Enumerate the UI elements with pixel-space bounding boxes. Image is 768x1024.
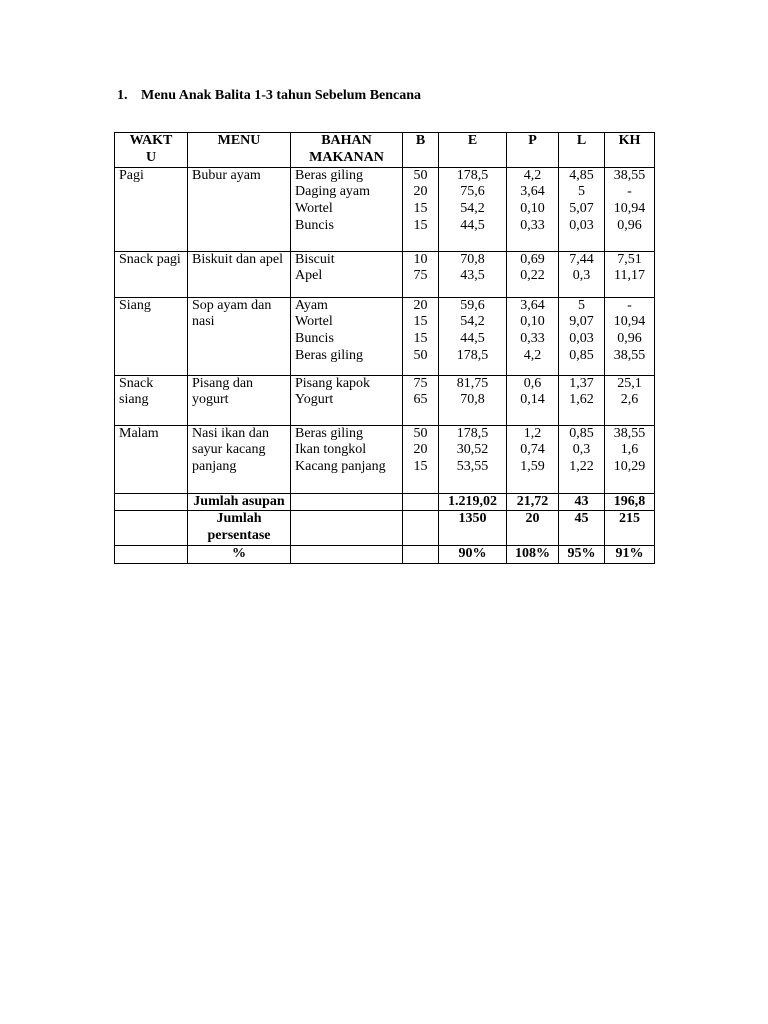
e-cell: 59,6 54,2 44,5 178,5: [439, 297, 507, 375]
header-e: E: [439, 133, 507, 168]
menu-table: [114, 132, 655, 564]
menu-cell: Bubur ayam: [188, 167, 291, 251]
empty-cell: [291, 511, 403, 546]
header-l: L: [559, 133, 605, 168]
header-p: P: [507, 133, 559, 168]
header-row: [115, 133, 655, 168]
kh-cell: - 10,94 0,96 38,55: [605, 297, 655, 375]
e-cell: 178,5 30,52 53,55: [439, 425, 507, 493]
kh-cell: 38,55 1,6 10,29: [605, 425, 655, 493]
total-l: 95%: [559, 545, 605, 563]
bahan-cell: Biscuit Apel: [291, 251, 403, 297]
total-row-persentase: [115, 511, 655, 546]
total-kh: 196,8: [605, 493, 655, 511]
menu-cell: Pisang dan yogurt: [188, 375, 291, 425]
bahan-cell: Pisang kapok Yogurt: [291, 375, 403, 425]
empty-cell: [115, 511, 188, 546]
p-cell: 0,6 0,14: [507, 375, 559, 425]
section-heading: [117, 88, 421, 104]
p-cell: 4,2 3,64 0,10 0,33: [507, 167, 559, 251]
bahan-cell: Beras giling Ikan tongkol Kacang panjang: [291, 425, 403, 493]
total-kh: 91%: [605, 545, 655, 563]
empty-cell: [291, 545, 403, 563]
total-row-percent: [115, 545, 655, 563]
menu-cell: Sop ayam dan nasi: [188, 297, 291, 375]
bahan-cell: Ayam Wortel Buncis Beras giling: [291, 297, 403, 375]
kh-cell: 7,51 11,17: [605, 251, 655, 297]
total-label: %: [188, 545, 291, 563]
e-cell: 70,8 43,5: [439, 251, 507, 297]
b-cell: 20 15 15 50: [403, 297, 439, 375]
total-e: 1.219,02: [439, 493, 507, 511]
total-kh: 215: [605, 511, 655, 546]
kh-cell: 38,55 - 10,94 0,96: [605, 167, 655, 251]
waktu-cell: Malam: [115, 425, 188, 493]
total-e: 1350: [439, 511, 507, 546]
l-cell: 7,44 0,3: [559, 251, 605, 297]
total-p: 20: [507, 511, 559, 546]
l-cell: 5 9,07 0,03 0,85: [559, 297, 605, 375]
total-e: 90%: [439, 545, 507, 563]
p-cell: 1,2 0,74 1,59: [507, 425, 559, 493]
b-cell: 75 65: [403, 375, 439, 425]
table-row: [115, 251, 655, 297]
heading-title: Menu Anak Balita 1-3 tahun Sebelum Bencana: [141, 88, 422, 103]
table-row: [115, 297, 655, 375]
header-bahan: BAHAN MAKANAN: [291, 133, 403, 168]
empty-cell: [403, 493, 439, 511]
e-cell: 81,75 70,8: [439, 375, 507, 425]
table-row: [115, 375, 655, 425]
heading-number: 1.: [117, 88, 128, 103]
b-cell: 50 20 15: [403, 425, 439, 493]
total-label: Jumlah asupan: [188, 493, 291, 511]
waktu-cell: Snack pagi: [115, 251, 188, 297]
p-cell: 3,64 0,10 0,33 4,2: [507, 297, 559, 375]
header-b: B: [403, 133, 439, 168]
e-cell: 178,5 75,6 54,2 44,5: [439, 167, 507, 251]
total-l: 43: [559, 493, 605, 511]
b-cell: 50 20 15 15: [403, 167, 439, 251]
header-kh: KH: [605, 133, 655, 168]
waktu-cell: Pagi: [115, 167, 188, 251]
total-l: 45: [559, 511, 605, 546]
empty-cell: [115, 493, 188, 511]
empty-cell: [403, 511, 439, 546]
empty-cell: [403, 545, 439, 563]
total-p: 108%: [507, 545, 559, 563]
empty-cell: [115, 545, 188, 563]
header-menu: MENU: [188, 133, 291, 168]
waktu-cell: Snack siang: [115, 375, 188, 425]
total-row-asupan: [115, 493, 655, 511]
p-cell: 0,69 0,22: [507, 251, 559, 297]
b-cell: 10 75: [403, 251, 439, 297]
header-waktu: WAKT U: [115, 133, 188, 168]
table-row: [115, 425, 655, 493]
l-cell: 4,85 5 5,07 0,03: [559, 167, 605, 251]
l-cell: 0,85 0,3 1,22: [559, 425, 605, 493]
waktu-cell: Siang: [115, 297, 188, 375]
menu-cell: Biskuit dan apel: [188, 251, 291, 297]
total-p: 21,72: [507, 493, 559, 511]
table-row: [115, 167, 655, 251]
total-label: Jumlah persentase: [188, 511, 291, 546]
menu-cell: Nasi ikan dan sayur kacang panjang: [188, 425, 291, 493]
empty-cell: [291, 493, 403, 511]
l-cell: 1,37 1,62: [559, 375, 605, 425]
kh-cell: 25,1 2,6: [605, 375, 655, 425]
bahan-cell: Beras giling Daging ayam Wortel Buncis: [291, 167, 403, 251]
